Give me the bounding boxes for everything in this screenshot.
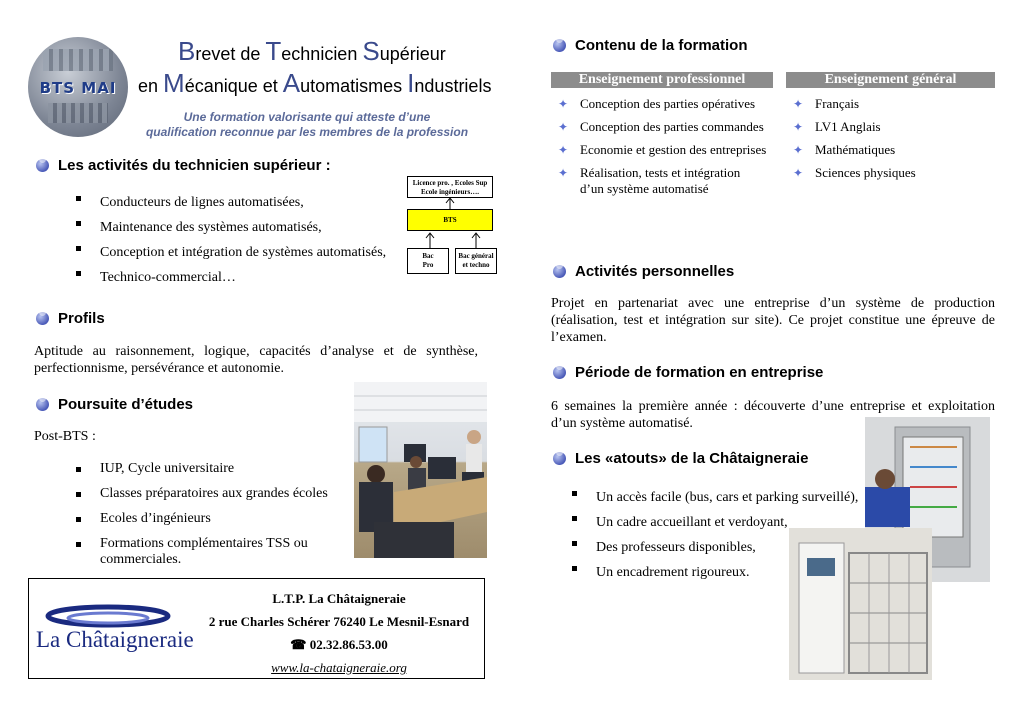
diagram-left-line2: Pro (422, 261, 434, 269)
title-line-1: Brevet de Technicien Supérieur (178, 36, 446, 66)
atout-item: Un accès facile (bus, cars et parking surveillé), (572, 485, 858, 510)
school-address: 2 rue Charles Schérer 76240 Le Mesnil-Esnard (208, 614, 470, 629)
gen-item: ✦ LV1 Anglais (787, 119, 992, 135)
periode-heading-text: Période de formation en entreprise (575, 364, 824, 381)
personnelles-text: Projet en partenariat avec une entreprise d’un système de production (réalisation, test et intégration sur site). Ce projet constitue une épreuve de l’examen. (551, 296, 995, 345)
diagram-left-line1: Bac (422, 252, 434, 260)
bullet-icon (553, 452, 566, 465)
pro-item: ✦ Conception des parties commandes (552, 119, 767, 135)
periode-heading (553, 364, 823, 381)
gen-item: ✦ Mathématiques (787, 142, 992, 158)
chataigneraie-logo (36, 601, 194, 659)
activites-heading-text: Les activités du technicien supérieur : (58, 157, 331, 174)
poursuite-heading (36, 396, 193, 413)
contenu-heading (553, 37, 748, 54)
activite-item: Technico-commercial… (76, 265, 386, 290)
atout-item: Un cadre accueillant et verdoyant, (572, 510, 858, 535)
atouts-heading-text: Les «atouts» de la Châtaigneraie (575, 450, 809, 467)
atout-item: Des professeurs disponibles, (572, 535, 858, 560)
atout-item: Un encadrement rigoureux. (572, 560, 858, 585)
phone-number: 02.32.86.53.00 (309, 637, 388, 652)
activites-heading (36, 157, 331, 174)
classroom-illustration (354, 382, 487, 558)
pro-list (552, 96, 767, 204)
chataigneraie-logo-text: La Châtaigneraie (36, 627, 194, 652)
phone-icon: ☎ (290, 637, 307, 652)
poursuite-item: Formations complémentaires TSS ou commerciales. (76, 536, 346, 568)
bullet-icon (36, 398, 49, 411)
contenu-heading-text: Contenu de la formation (575, 37, 748, 54)
bullet-icon (36, 159, 49, 172)
personnelles-heading-text: Activités personnelles (575, 263, 735, 280)
classroom-photo (354, 382, 487, 558)
diagram-bts-box: BTS (407, 209, 493, 231)
pro-item: ✦ Conception des parties opératives (552, 96, 767, 112)
gen-item: ✦ Français (787, 96, 992, 112)
school-name: L.T.P. La Châtaigneraie (272, 591, 406, 606)
profils-text: Aptitude au raisonnement, logique, capacités d’analyse et de synthèse, perfectionnisme, persévérance et autonomie. (34, 344, 478, 376)
pro-column-header: Enseignement professionnel (551, 72, 773, 88)
bullet-icon (36, 312, 49, 325)
bts-mai-logo (28, 37, 128, 137)
activite-item: Conception et intégration de systèmes automatisés, (76, 240, 386, 265)
poursuite-item: Ecoles d’ingénieurs (76, 511, 346, 527)
contact-box (28, 578, 485, 679)
diagram-bac-general-box (455, 248, 497, 274)
poursuite-item: Classes préparatoires aux grandes écoles (76, 486, 346, 502)
gen-column-header: Enseignement général (786, 72, 995, 88)
diagram-bac-pro-box (407, 248, 449, 274)
school-website-link[interactable]: www.la-chataigneraie.org (271, 660, 407, 675)
bullet-icon (553, 265, 566, 278)
activite-item: Conducteurs de lignes automatisées, (76, 190, 386, 215)
bullet-icon (553, 39, 566, 52)
profils-heading-text: Profils (58, 310, 105, 327)
subtitle-line-2: qualification reconnue par les membres de la profession (145, 125, 469, 139)
profils-heading (36, 310, 105, 327)
periode-text: 6 semaines la première année : découverte d’une entreprise et exploitation d’un système automatisé. (551, 399, 995, 431)
pro-item: ✦ Réalisation, tests et intégration d’un système automatisé (552, 165, 767, 197)
diagram-right-line2: et techno (462, 261, 490, 269)
production-line-photo (789, 528, 932, 680)
school-phone (189, 633, 489, 656)
diagram-right-line1: Bac général (458, 252, 494, 260)
personnelles-heading (553, 263, 734, 280)
subtitle-line-1: Une formation valorisante qui atteste d’une (183, 110, 431, 124)
contact-details (189, 587, 489, 679)
diagram-top-line2: Ecole ingénieurs…. (421, 188, 479, 196)
title-line-2: en Mécanique et Automatismes Industriels (138, 68, 492, 98)
bullet-icon (553, 366, 566, 379)
logo-text: BTS MAI (39, 79, 117, 97)
pro-item: ✦ Economie et gestion des entreprises (552, 142, 767, 158)
subtitle (137, 110, 477, 140)
activite-item: Maintenance des systèmes automatisés, (76, 215, 386, 240)
poursuite-list (76, 461, 346, 577)
poursuite-heading-text: Poursuite d’études (58, 396, 194, 413)
activites-list (76, 190, 386, 290)
gen-item: ✦ Sciences physiques (787, 165, 992, 181)
poursuite-item: IUP, Cycle universitaire (76, 461, 346, 477)
production-illustration (789, 528, 932, 680)
poursuite-intro: Post-BTS : (34, 429, 96, 444)
gen-list (787, 96, 992, 188)
diagram-top-box (407, 176, 493, 198)
atouts-heading (553, 450, 808, 467)
diagram-top-line1: Licence pro. , Ecoles Sup (412, 179, 488, 187)
